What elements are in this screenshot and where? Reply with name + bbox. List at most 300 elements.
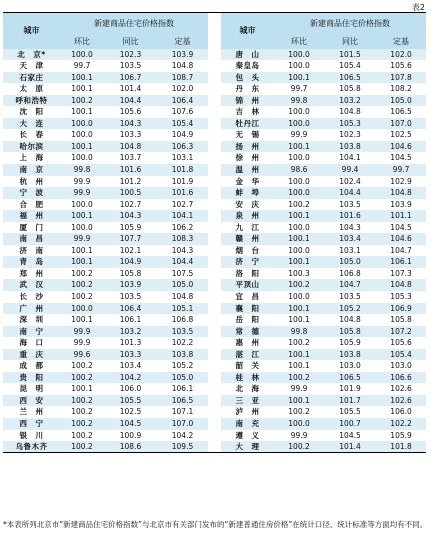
right-base-cell: 99.7 (376, 164, 426, 176)
left-base-cell: 104.3 (157, 245, 208, 257)
row-gap (208, 222, 221, 234)
row-gap (208, 418, 221, 430)
right-yoy-cell: 105.8 (324, 83, 376, 95)
row-gap (208, 141, 221, 153)
right-base-cell: 103.9 (376, 199, 426, 211)
left-base-cell: 105.1 (157, 303, 208, 315)
mom-header-right: 环比 (274, 34, 324, 49)
right-base-cell: 103.0 (376, 360, 426, 372)
left-city-cell: 上 海 (3, 152, 60, 164)
row-gap (208, 406, 221, 418)
right-city-cell: 湛 江 (221, 349, 274, 361)
right-mom-cell: 100.0 (274, 176, 324, 188)
yoy-header-right: 同比 (324, 34, 376, 49)
left-city-cell: 长 沙 (3, 291, 60, 303)
right-yoy-cell: 101.4 (324, 441, 376, 453)
left-yoy-cell: 105.9 (104, 222, 157, 234)
left-base-cell: 105.0 (157, 372, 208, 384)
left-yoy-cell: 100.9 (104, 430, 157, 442)
left-city-cell: 石家庄 (3, 72, 60, 84)
right-mom-cell: 100.0 (274, 187, 324, 199)
right-base-cell: 104.7 (376, 245, 426, 257)
left-base-cell: 107.1 (157, 406, 208, 418)
right-mom-cell: 100.1 (274, 141, 324, 153)
left-city-cell: 深 圳 (3, 314, 60, 326)
left-city-cell: 郑 州 (3, 268, 60, 280)
left-base-cell: 104.1 (157, 210, 208, 222)
right-city-cell: 九 江 (221, 222, 274, 234)
left-mom-cell: 100.1 (60, 245, 104, 257)
left-mom-cell: 99.9 (60, 187, 104, 199)
right-yoy-cell: 101.6 (324, 210, 376, 222)
right-mom-cell: 100.0 (274, 152, 324, 164)
left-base-cell: 106.3 (157, 141, 208, 153)
right-mom-cell: 99.9 (274, 383, 324, 395)
right-city-cell: 包 头 (221, 72, 274, 84)
left-mom-cell: 100.2 (60, 441, 104, 453)
right-city-cell: 济 宁 (221, 256, 274, 268)
right-mom-cell: 99.8 (274, 326, 324, 338)
left-base-cell: 103.8 (157, 349, 208, 361)
left-mom-cell: 100.0 (60, 199, 104, 211)
right-yoy-cell: 105.0 (324, 256, 376, 268)
right-city-cell: 宜 昌 (221, 291, 274, 303)
right-yoy-cell: 103.4 (324, 233, 376, 245)
right-mom-cell: 100.1 (274, 233, 324, 245)
right-mom-cell: 100.2 (274, 279, 324, 291)
right-base-cell: 102.2 (376, 418, 426, 430)
right-mom-cell: 100.0 (274, 291, 324, 303)
right-base-cell: 102.6 (376, 395, 426, 407)
row-gap (208, 60, 221, 72)
left-mom-cell: 100.0 (60, 49, 104, 61)
left-city-cell: 兰 州 (3, 406, 60, 418)
right-base-cell: 102.6 (376, 383, 426, 395)
left-yoy-cell: 105.5 (104, 395, 157, 407)
table-row (3, 72, 426, 84)
right-city-cell: 牡丹江 (221, 118, 274, 130)
row-gap (208, 152, 221, 164)
left-city-cell: 呼和浩特 (3, 95, 60, 107)
left-mom-cell: 100.0 (60, 129, 104, 141)
right-city-cell: 扬 州 (221, 141, 274, 153)
table-row (3, 210, 426, 222)
left-city-cell: 天 津 (3, 60, 60, 72)
left-base-cell: 108.7 (157, 72, 208, 84)
left-yoy-cell: 101.4 (104, 83, 157, 95)
left-yoy-cell: 102.1 (104, 245, 157, 257)
right-yoy-cell: 101.5 (324, 49, 376, 61)
left-city-cell: 银 川 (3, 430, 60, 442)
right-base-cell: 105.0 (376, 95, 426, 107)
right-city-cell: 吉 林 (221, 106, 274, 118)
left-mom-cell: 100.0 (60, 222, 104, 234)
right-base-cell: 105.6 (376, 60, 426, 72)
table-row (3, 279, 426, 291)
left-yoy-cell: 106.4 (104, 303, 157, 315)
right-mom-cell: 100.2 (274, 199, 324, 211)
left-yoy-cell: 103.5 (104, 60, 157, 72)
right-base-cell: 107.2 (376, 326, 426, 338)
left-yoy-cell: 100.5 (104, 187, 157, 199)
left-base-cell: 103.9 (157, 49, 208, 61)
right-yoy-cell: 100.7 (324, 418, 376, 430)
right-city-cell: 烟 台 (221, 245, 274, 257)
left-city-cell: 杭 州 (3, 176, 60, 188)
right-city-cell: 秦皇岛 (221, 60, 274, 72)
left-city-cell: 厦 门 (3, 222, 60, 234)
right-base-cell: 104.5 (376, 152, 426, 164)
row-gap (208, 176, 221, 188)
right-base-cell: 104.6 (376, 141, 426, 153)
right-mom-cell: 100.2 (274, 441, 324, 453)
left-base-cell: 105.2 (157, 360, 208, 372)
right-city-cell: 襄 阳 (221, 303, 274, 315)
left-base-cell: 107.5 (157, 268, 208, 280)
left-yoy-cell: 108.6 (104, 441, 157, 453)
right-city-cell: 惠 州 (221, 337, 274, 349)
table-row (3, 106, 426, 118)
table-row (3, 49, 426, 61)
right-yoy-cell: 104.8 (324, 314, 376, 326)
row-gap (208, 187, 221, 199)
left-mom-cell: 100.0 (60, 152, 104, 164)
right-yoy-cell: 105.5 (324, 406, 376, 418)
left-base-cell: 106.2 (157, 222, 208, 234)
right-yoy-cell: 105.4 (324, 60, 376, 72)
row-gap (208, 279, 221, 291)
table-row (3, 383, 426, 395)
left-city-cell: 乌鲁木齐 (3, 441, 60, 453)
right-yoy-cell: 104.3 (324, 222, 376, 234)
row-gap (208, 49, 221, 61)
right-base-cell: 105.6 (376, 337, 426, 349)
right-city-cell: 三 亚 (221, 395, 274, 407)
left-city-cell: 长 春 (3, 129, 60, 141)
left-base-cell: 108.3 (157, 233, 208, 245)
right-mom-cell: 100.2 (274, 406, 324, 418)
left-yoy-cell: 107.7 (104, 233, 157, 245)
table-row (3, 233, 426, 245)
right-yoy-cell: 105.8 (324, 326, 376, 338)
right-city-cell: 丹 东 (221, 83, 274, 95)
left-city-cell: 青 岛 (3, 256, 60, 268)
table-row (3, 129, 426, 141)
left-yoy-cell: 102.7 (104, 199, 157, 211)
row-gap (208, 199, 221, 211)
left-base-cell: 103.5 (157, 326, 208, 338)
row-gap (208, 349, 221, 361)
left-base-cell: 101.6 (157, 187, 208, 199)
row-gap (208, 360, 221, 372)
table-row (3, 176, 426, 188)
left-yoy-cell: 104.9 (104, 256, 157, 268)
left-city-cell: 北 京* (3, 49, 60, 61)
left-city-cell: 合 肥 (3, 199, 60, 211)
left-base-cell: 106.5 (157, 395, 208, 407)
mom-header-left: 环比 (60, 34, 104, 49)
left-base-cell: 105.4 (157, 118, 208, 130)
right-mom-cell: 100.0 (274, 118, 324, 130)
right-mom-cell: 99.7 (274, 83, 324, 95)
right-mom-cell: 100.0 (274, 49, 324, 61)
row-gap (208, 164, 221, 176)
left-yoy-cell: 103.2 (104, 326, 157, 338)
base-header-right: 定基 (376, 34, 426, 49)
table-row (3, 141, 426, 153)
left-yoy-cell: 106.1 (104, 314, 157, 326)
table-row (3, 118, 426, 130)
left-mom-cell: 99.7 (60, 60, 104, 72)
left-city-cell: 哈尔滨 (3, 141, 60, 153)
left-base-cell: 102.2 (157, 337, 208, 349)
left-yoy-cell: 101.6 (104, 164, 157, 176)
footnote: *本表所列北京市“新建商品住宅价格指数”与北京市有关部门发布的“新建普通住房价格”在统计口径、统计标准等方面均有不同。 (3, 520, 428, 529)
left-city-cell: 南 昌 (3, 233, 60, 245)
left-base-cell: 104.8 (157, 60, 208, 72)
left-city-cell: 济 南 (3, 245, 60, 257)
left-base-cell: 102.0 (157, 83, 208, 95)
row-gap (208, 106, 221, 118)
right-yoy-cell: 105.3 (324, 118, 376, 130)
left-mom-cell: 99.9 (60, 326, 104, 338)
right-yoy-cell: 104.4 (324, 187, 376, 199)
left-mom-cell: 99.9 (60, 233, 104, 245)
row-gap (208, 395, 221, 407)
group-header-right: 新建商品住宅价格指数 (274, 13, 426, 34)
table-number-label: 表2 (411, 3, 425, 12)
left-city-cell: 南 京 (3, 164, 60, 176)
left-mom-cell: 100.2 (60, 406, 104, 418)
left-yoy-cell: 104.3 (104, 210, 157, 222)
right-city-cell: 徐 州 (221, 152, 274, 164)
left-city-cell: 西 安 (3, 395, 60, 407)
right-city-cell: 泉 州 (221, 210, 274, 222)
row-gap (208, 441, 221, 453)
left-mom-cell: 99.9 (60, 337, 104, 349)
row-gap (208, 291, 221, 303)
right-city-cell: 桂 林 (221, 372, 274, 384)
row-gap (208, 118, 221, 130)
right-yoy-cell: 103.1 (324, 245, 376, 257)
left-mom-cell: 100.1 (60, 141, 104, 153)
right-city-cell: 平顶山 (221, 279, 274, 291)
row-gap (208, 383, 221, 395)
right-mom-cell: 100.2 (274, 337, 324, 349)
table-row (3, 222, 426, 234)
left-base-cell: 104.8 (157, 291, 208, 303)
right-city-cell: 遵 义 (221, 430, 274, 442)
row-gap (208, 95, 221, 107)
right-mom-cell: 100.1 (274, 314, 324, 326)
left-mom-cell: 100.1 (60, 314, 104, 326)
left-yoy-cell: 104.3 (104, 118, 157, 130)
right-city-cell: 安 庆 (221, 199, 274, 211)
table-row (3, 418, 426, 430)
left-yoy-cell: 102.5 (104, 406, 157, 418)
left-yoy-cell: 101.3 (104, 337, 157, 349)
left-mom-cell: 100.2 (60, 291, 104, 303)
right-yoy-cell: 106.5 (324, 72, 376, 84)
right-mom-cell: 99.9 (274, 129, 324, 141)
right-yoy-cell: 106.5 (324, 372, 376, 384)
row-gap (208, 268, 221, 280)
table-row (3, 83, 426, 95)
right-city-cell: 蚌 埠 (221, 187, 274, 199)
row-gap (208, 83, 221, 95)
right-base-cell: 105.3 (376, 291, 426, 303)
right-yoy-cell: 103.8 (324, 349, 376, 361)
left-yoy-cell: 105.8 (104, 268, 157, 280)
right-mom-cell: 100.0 (274, 222, 324, 234)
left-mom-cell: 100.1 (60, 106, 104, 118)
right-yoy-cell: 103.2 (324, 95, 376, 107)
left-base-cell: 103.1 (157, 152, 208, 164)
table-row (3, 60, 426, 72)
left-yoy-cell: 103.3 (104, 129, 157, 141)
left-base-cell: 101.8 (157, 164, 208, 176)
left-yoy-cell: 101.2 (104, 176, 157, 188)
right-city-cell: 大 理 (221, 441, 274, 453)
left-city-cell: 广 州 (3, 303, 60, 315)
left-yoy-cell: 103.4 (104, 360, 157, 372)
left-mom-cell: 100.2 (60, 268, 104, 280)
right-mom-cell: 100.0 (274, 245, 324, 257)
right-base-cell: 105.4 (376, 349, 426, 361)
left-mom-cell: 100.2 (60, 395, 104, 407)
table-row (3, 430, 426, 442)
left-base-cell: 105.0 (157, 279, 208, 291)
table-row (3, 441, 426, 453)
right-city-cell: 北 海 (221, 383, 274, 395)
left-city-cell: 大 连 (3, 118, 60, 130)
right-base-cell: 104.8 (376, 279, 426, 291)
left-base-cell: 104.9 (157, 129, 208, 141)
right-yoy-cell: 104.7 (324, 279, 376, 291)
left-yoy-cell: 105.6 (104, 106, 157, 118)
right-mom-cell: 100.0 (274, 106, 324, 118)
right-city-cell: 无 锡 (221, 129, 274, 141)
right-city-cell: 泸 州 (221, 406, 274, 418)
left-mom-cell: 99.9 (60, 176, 104, 188)
table-body (3, 49, 426, 453)
left-yoy-cell: 103.7 (104, 152, 157, 164)
right-yoy-cell: 101.7 (324, 395, 376, 407)
table-row (3, 349, 426, 361)
left-base-cell: 101.9 (157, 176, 208, 188)
right-base-cell: 104.6 (376, 233, 426, 245)
table-row (3, 372, 426, 384)
right-city-cell: 唐 山 (221, 49, 274, 61)
right-base-cell: 102.9 (376, 176, 426, 188)
left-base-cell: 102.7 (157, 199, 208, 211)
row-gap (208, 233, 221, 245)
right-mom-cell: 99.9 (274, 430, 324, 442)
group-header-left: 新建商品住宅价格指数 (60, 13, 208, 34)
right-base-cell: 107.0 (376, 118, 426, 130)
price-index-table (3, 12, 426, 453)
right-yoy-cell: 105.9 (324, 337, 376, 349)
left-mom-cell: 99.6 (60, 349, 104, 361)
right-base-cell: 102.0 (376, 49, 426, 61)
right-base-cell: 106.9 (376, 303, 426, 315)
table-row (3, 314, 426, 326)
right-city-cell: 韶 关 (221, 360, 274, 372)
left-yoy-cell: 103.9 (104, 279, 157, 291)
right-mom-cell: 100.1 (274, 72, 324, 84)
right-mom-cell: 100.1 (274, 303, 324, 315)
right-yoy-cell: 103.0 (324, 360, 376, 372)
right-yoy-cell: 103.5 (324, 291, 376, 303)
yoy-header-left: 同比 (104, 34, 157, 49)
table-row (3, 406, 426, 418)
table-row (3, 395, 426, 407)
left-city-cell: 西 宁 (3, 418, 60, 430)
row-gap (208, 430, 221, 442)
left-base-cell: 106.4 (157, 95, 208, 107)
table-row (3, 268, 426, 280)
right-city-cell: 赣 州 (221, 233, 274, 245)
row-gap (208, 326, 221, 338)
left-yoy-cell: 103.5 (104, 291, 157, 303)
left-city-cell: 成 都 (3, 360, 60, 372)
left-city-cell: 重 庆 (3, 349, 60, 361)
left-base-cell: 106.1 (157, 383, 208, 395)
right-yoy-cell: 104.5 (324, 430, 376, 442)
table-row (3, 152, 426, 164)
row-gap (208, 337, 221, 349)
table-row (3, 291, 426, 303)
left-city-cell: 南 宁 (3, 326, 60, 338)
right-base-cell: 101.8 (376, 441, 426, 453)
row-gap (208, 256, 221, 268)
right-base-cell: 104.8 (376, 187, 426, 199)
right-city-cell: 常 德 (221, 326, 274, 338)
right-mom-cell: 100.1 (274, 349, 324, 361)
right-yoy-cell: 104.8 (324, 106, 376, 118)
left-city-cell: 海 口 (3, 337, 60, 349)
left-base-cell: 104.2 (157, 430, 208, 442)
left-city-cell: 昆 明 (3, 383, 60, 395)
left-city-cell: 太 原 (3, 83, 60, 95)
right-yoy-cell: 106.8 (324, 268, 376, 280)
table-row (3, 199, 426, 211)
row-gap (208, 72, 221, 84)
right-mom-cell: 100.3 (274, 268, 324, 280)
right-yoy-cell: 101.9 (324, 383, 376, 395)
table-row (3, 256, 426, 268)
right-yoy-cell: 103.8 (324, 141, 376, 153)
right-yoy-cell: 99.4 (324, 164, 376, 176)
right-base-cell: 105.9 (376, 430, 426, 442)
left-mom-cell: 100.2 (60, 95, 104, 107)
left-yoy-cell: 106.7 (104, 72, 157, 84)
left-yoy-cell: 104.2 (104, 372, 157, 384)
table-row (3, 187, 426, 199)
table-row (3, 337, 426, 349)
row-gap (208, 303, 221, 315)
right-mom-cell: 100.0 (274, 418, 324, 430)
right-base-cell: 107.8 (376, 72, 426, 84)
left-city-cell: 宁 波 (3, 187, 60, 199)
table-row (3, 164, 426, 176)
right-base-cell: 108.2 (376, 83, 426, 95)
right-base-cell: 106.0 (376, 406, 426, 418)
left-yoy-cell: 104.8 (104, 141, 157, 153)
table-row (3, 303, 426, 315)
left-mom-cell: 100.2 (60, 279, 104, 291)
right-city-cell: 岳 阳 (221, 314, 274, 326)
